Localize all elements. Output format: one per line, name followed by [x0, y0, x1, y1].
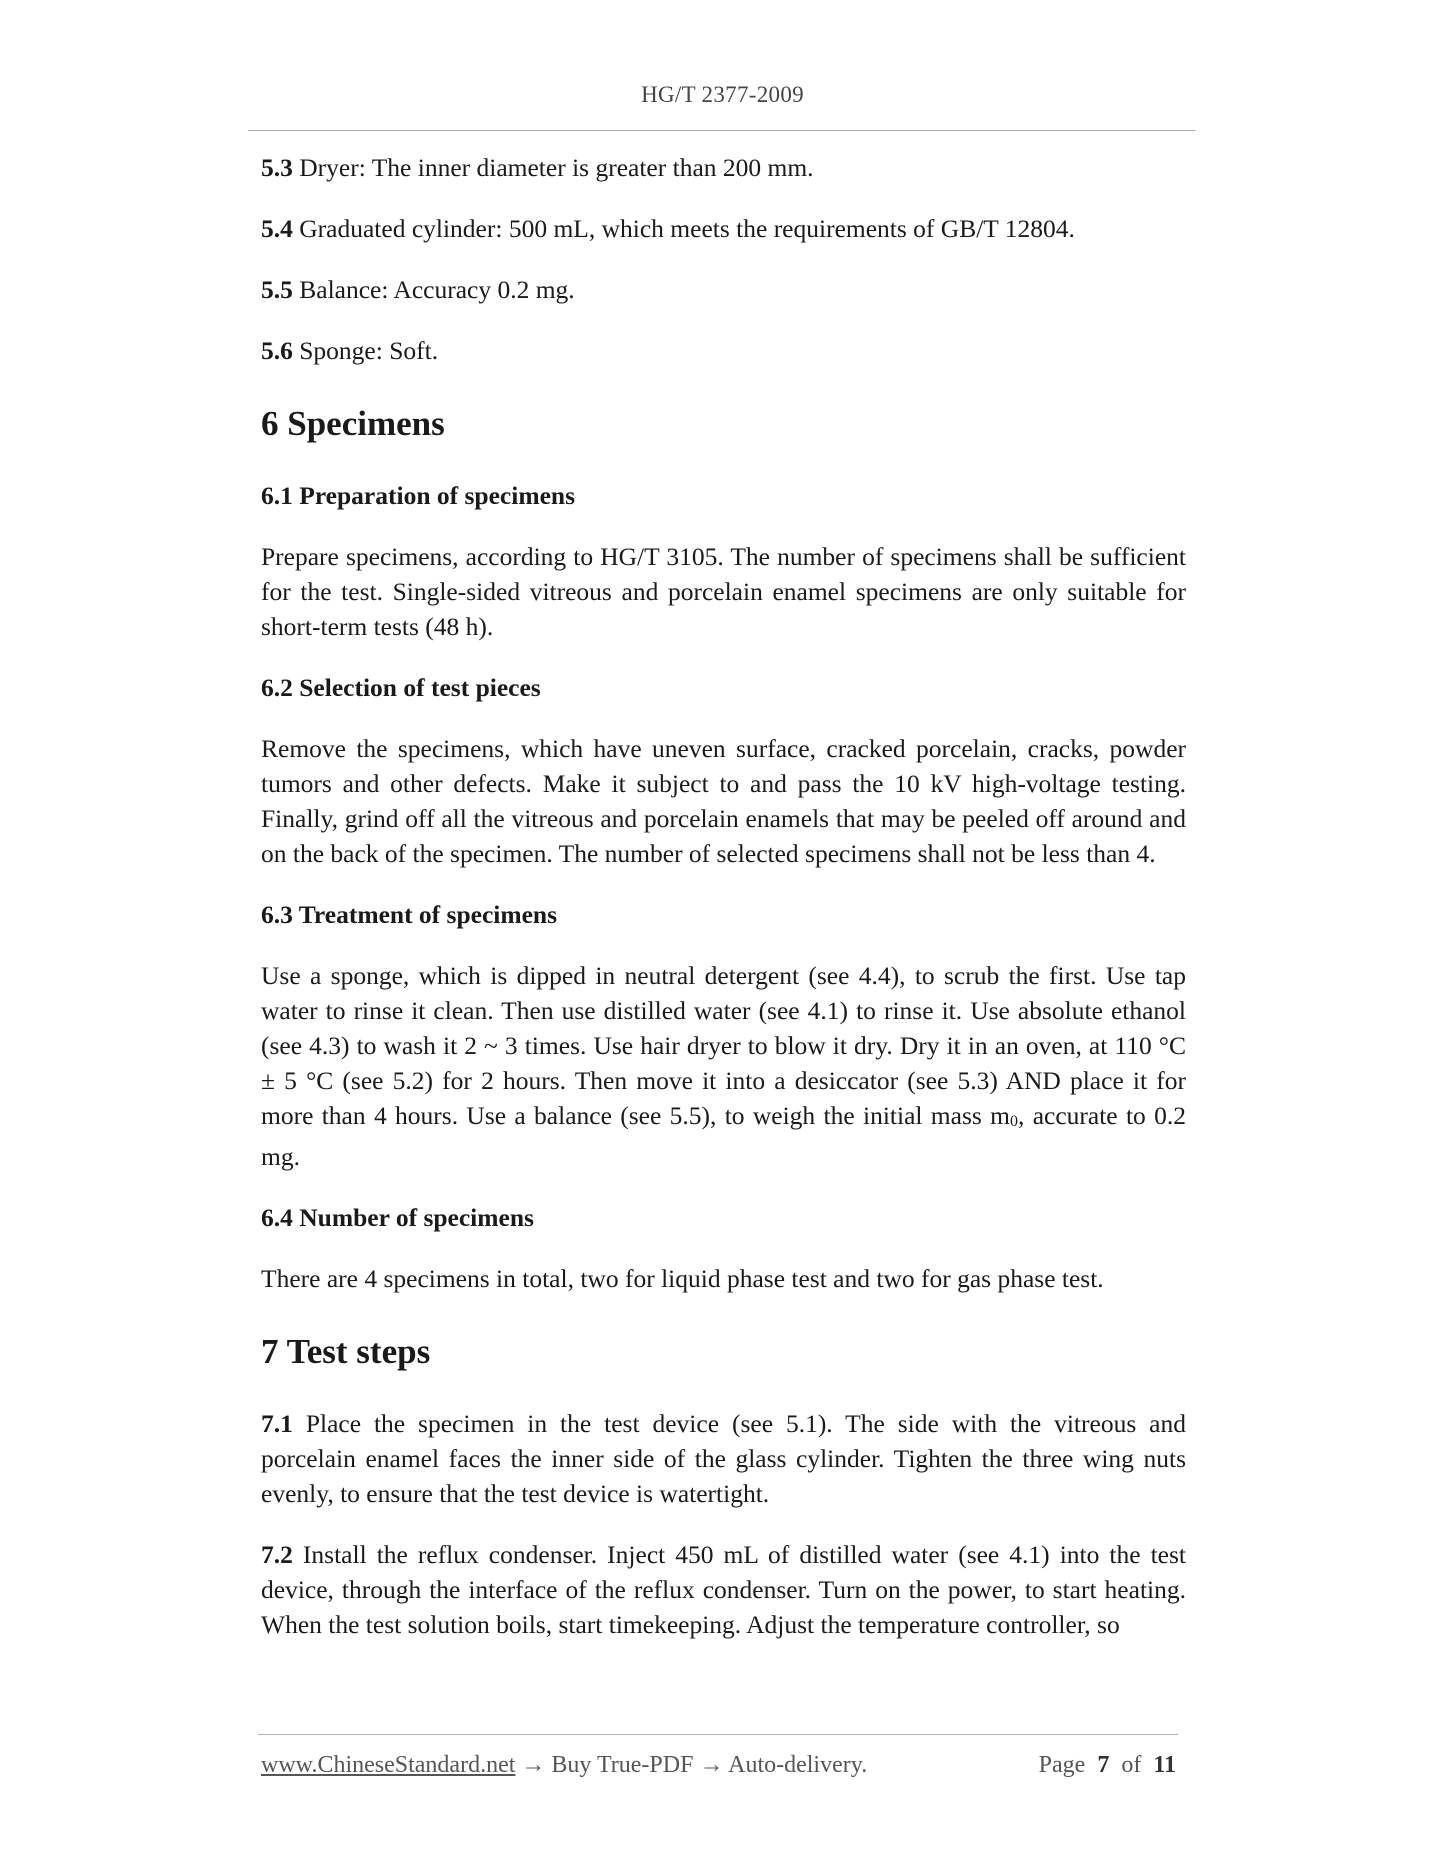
- paragraph-6-3: [261, 958, 1186, 1174]
- page-number: 7: [1097, 1752, 1110, 1778]
- paragraph-6-3-tail: , accurate to 0.2 mg.: [261, 1101, 1186, 1171]
- page-label: Page: [1038, 1752, 1086, 1778]
- footer-promo: [261, 1752, 867, 1779]
- document-header: HG/T 2377-2009: [641, 82, 804, 107]
- chinesestandard-link[interactable]: www.ChineseStandard.net: [261, 1752, 516, 1778]
- heading-section-6: 6 Specimens: [261, 404, 445, 443]
- clause-text: Place the specimen in the test device (see 5.1). The side with the vitreous and porcelain enamel faces the inner side of the glass cylinder. Tighten the three wing nuts evenly, to ensure that the test device is watertight.: [261, 1409, 1186, 1508]
- heading-6-4: 6.4 Number of specimens: [261, 1203, 534, 1232]
- clause-7-2: [261, 1537, 1186, 1642]
- footer-divider: [258, 1734, 1178, 1735]
- clause-number: 5.6: [261, 336, 293, 365]
- page-total: 11: [1153, 1752, 1176, 1778]
- heading-6-2: 6.2 Selection of test pieces: [261, 673, 541, 702]
- clause-number: 5.3: [261, 153, 293, 182]
- heading-section-7: 7 Test steps: [261, 1332, 431, 1371]
- clause-5-6: [261, 333, 1186, 368]
- header-divider: [248, 130, 1196, 131]
- subscript-zero: 0: [1009, 1113, 1018, 1130]
- paragraph-6-1: Prepare specimens, according to HG/T 3105. The number of specimens shall be sufficient for the test. Single-sided vitreous and porcelain enamel specimens are only suitable for short-term tests (48 h).: [261, 542, 1186, 641]
- clause-text: Sponge: Soft.: [299, 336, 439, 365]
- clause-number: 5.4: [261, 214, 293, 243]
- clause-5-4: [261, 211, 1186, 246]
- heading-6-1: 6.1 Preparation of specimens: [261, 481, 575, 510]
- paragraph-6-3-text: Use a sponge, which is dipped in neutral detergent (see 4.4), to scrub the first. Use tap water to rinse it clean. Then use distilled water (see 4.1) to rinse it. Use absolute ethanol (see 4.3) to wash it 2 ~ 3 times. Use hair dryer to blow it dry. Dry it in an oven, at 110 °C ± 5 °C (see 5.2) for 2 hours. Then move it into a desiccator (see 5.3) AND place it for more than 4 hours. Use a balance (see 5.5), to weigh the initial mass m: [261, 961, 1186, 1130]
- clause-text: Install the reflux condenser. Inject 450 mL of distilled water (see 4.1) into the test device, through the interface of the reflux condenser. Turn on the power, to start heating. When the test solution boils, start timekeeping. Adjust the temperature controller, so: [261, 1540, 1186, 1639]
- clause-text: Dryer: The inner diameter is greater than 200 mm.: [299, 153, 814, 182]
- clause-text: Graduated cylinder: 500 mL, which meets the requirements of GB/T 12804.: [299, 214, 1075, 243]
- clause-5-3: [261, 150, 1186, 185]
- page-indicator: [1039, 1752, 1176, 1779]
- clause-number: 7.1: [261, 1409, 293, 1438]
- paragraph-6-4: There are 4 specimens in total, two for liquid phase test and two for gas phase test.: [261, 1264, 1104, 1293]
- clause-number: 7.2: [261, 1540, 293, 1569]
- paragraph-6-2: Remove the specimens, which have uneven surface, cracked porcelain, cracks, powder tumors and other defects. Make it subject to and pass the 10 kV high-voltage testing. Finally, grind off all the vitreous and porcelain enamels that may be peeled off around and on the back of the specimen. The number of selected specimens shall not be less than 4.: [261, 734, 1186, 868]
- clause-number: 5.5: [261, 275, 293, 304]
- of-label: of: [1121, 1752, 1142, 1778]
- clause-5-5: [261, 272, 1186, 307]
- footer-promo-text: → Buy True-PDF → Auto-delivery.: [515, 1752, 868, 1778]
- document-body: [261, 150, 1186, 1668]
- clause-7-1: [261, 1406, 1186, 1511]
- clause-text: Balance: Accuracy 0.2 mg.: [299, 275, 575, 304]
- heading-6-3: 6.3 Treatment of specimens: [261, 900, 558, 929]
